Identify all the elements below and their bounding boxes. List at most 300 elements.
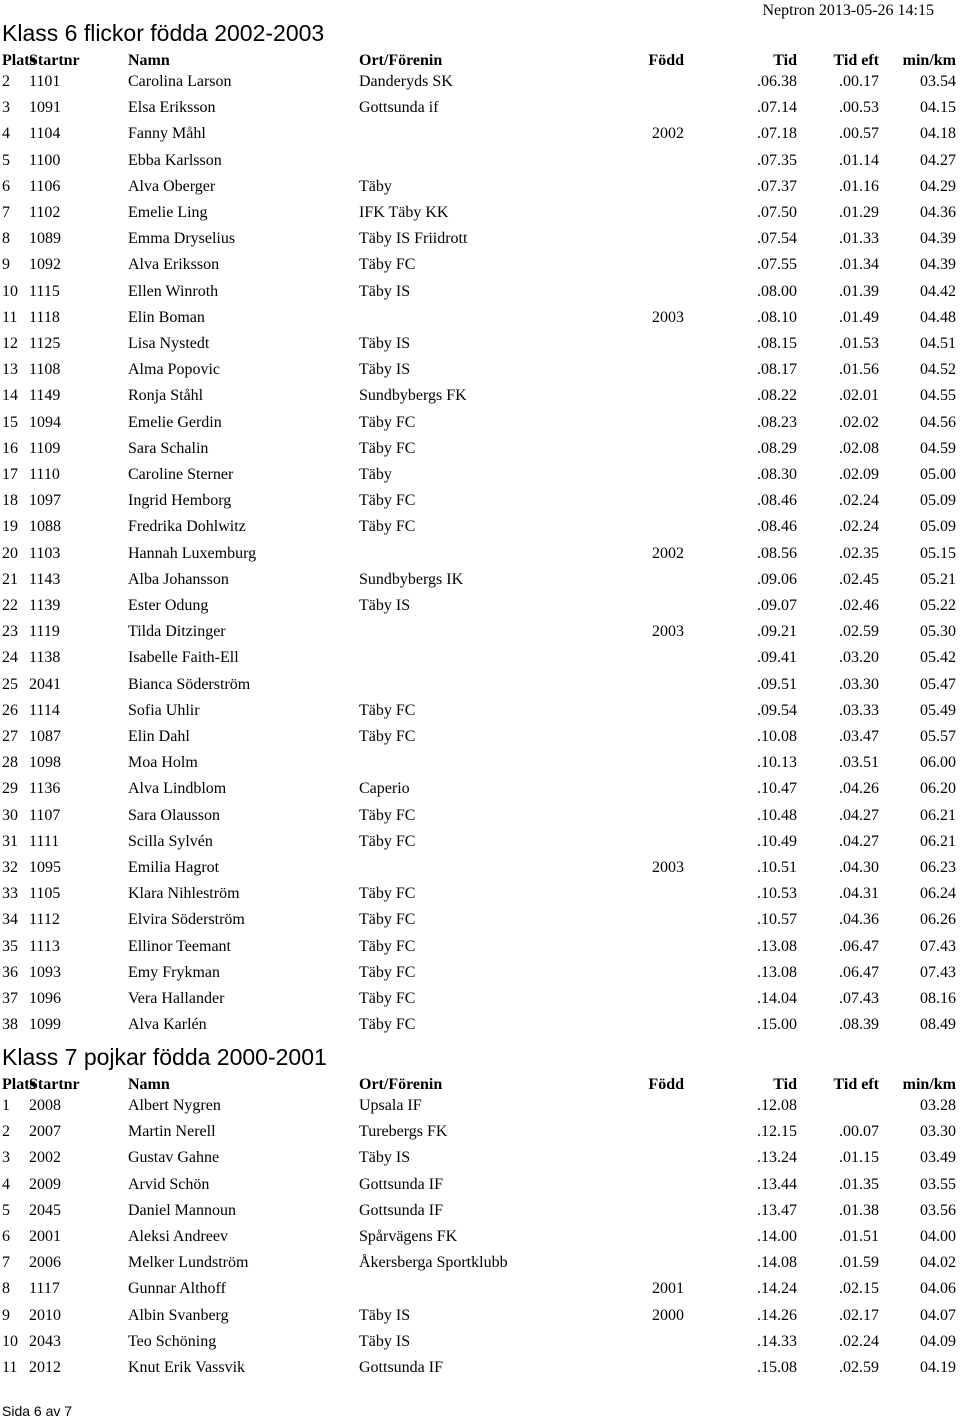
cell-startnr: 1113 xyxy=(29,937,60,955)
cell-tid: .14.33 xyxy=(757,1332,797,1350)
col-namn: Namn xyxy=(128,52,170,69)
cell-tideft: .01.38 xyxy=(839,1201,879,1219)
cell-plats: 25 xyxy=(2,675,18,693)
cell-minkm: 04.06 xyxy=(920,1280,956,1298)
cell-plats: 21 xyxy=(2,570,18,588)
cell-startnr: 1101 xyxy=(29,73,61,90)
cell-tid: .10.57 xyxy=(757,911,797,929)
cell-plats: 24 xyxy=(2,649,18,667)
cell-ort: Täby FC xyxy=(359,728,416,745)
cell-ort: Spårvägens FK xyxy=(359,1228,458,1245)
cell-startnr: 2012 xyxy=(29,1359,61,1376)
cell-tid: .14.00 xyxy=(757,1228,797,1245)
cell-minkm: 04.18 xyxy=(920,125,956,143)
cell-fodd: 2001 xyxy=(652,1280,684,1298)
cell-minkm: 04.29 xyxy=(920,177,956,195)
cell-minkm: 05.09 xyxy=(920,518,956,536)
cell-tideft: .02.46 xyxy=(839,597,879,614)
cell-ort: Täby FC xyxy=(359,806,416,824)
cell-plats: 38 xyxy=(2,1016,18,1034)
cell-startnr: 1097 xyxy=(29,492,61,510)
cell-tideft: .01.14 xyxy=(839,151,879,169)
cell-startnr: 2006 xyxy=(29,1254,61,1272)
col-tideft: Tid eft xyxy=(833,52,879,69)
cell-startnr: 1109 xyxy=(29,439,61,457)
cell-namn: Fredrika Dohlwitz xyxy=(128,518,246,536)
cell-tideft: .02.59 xyxy=(839,1359,879,1376)
cell-tideft: .01.33 xyxy=(839,230,879,248)
cell-startnr: 1103 xyxy=(29,544,61,562)
cell-minkm: 04.19 xyxy=(920,1359,956,1376)
cell-minkm: 07.43 xyxy=(920,937,956,955)
cell-tid: .08.30 xyxy=(757,466,797,483)
cell-namn: Bianca Söderström xyxy=(128,675,251,693)
cell-minkm: 06.26 xyxy=(920,911,956,929)
cell-startnr: 1114 xyxy=(29,701,60,719)
cell-tid: .10.53 xyxy=(757,885,797,903)
cell-startnr: 1136 xyxy=(29,780,61,798)
cell-plats: 23 xyxy=(2,623,18,641)
cell-fodd: 2002 xyxy=(652,544,684,562)
cell-startnr: 1105 xyxy=(29,885,61,903)
cell-tideft: .01.35 xyxy=(839,1175,879,1193)
cell-minkm: 05.09 xyxy=(920,492,956,510)
cell-namn: Elsa Eriksson xyxy=(128,99,216,117)
cell-startnr: 2009 xyxy=(29,1175,61,1193)
cell-startnr: 2002 xyxy=(29,1149,61,1167)
cell-fodd: 2003 xyxy=(652,623,684,641)
cell-minkm: 06.24 xyxy=(920,885,956,903)
cell-minkm: 04.59 xyxy=(920,439,956,457)
cell-minkm: 06.23 xyxy=(920,859,956,876)
cell-startnr: 1119 xyxy=(29,623,60,641)
cell-tid: .12.15 xyxy=(757,1123,797,1141)
cell-plats: 10 xyxy=(2,282,18,300)
cell-startnr: 1143 xyxy=(29,570,61,588)
col-minkm: min/km xyxy=(902,1076,956,1093)
cell-tid: .07.35 xyxy=(757,151,797,169)
col-fodd: Född xyxy=(648,1076,684,1093)
cell-plats: 19 xyxy=(2,518,18,536)
report-timestamp: Neptron 2013-05-26 14:15 xyxy=(762,2,934,19)
cell-namn: Elin Dahl xyxy=(128,728,190,745)
cell-tideft: .00.53 xyxy=(839,99,879,117)
cell-tid: .09.54 xyxy=(757,701,797,719)
cell-tideft: .06.47 xyxy=(839,963,879,981)
cell-ort: Åkersberga Sportklubb xyxy=(359,1254,508,1272)
cell-minkm: 06.20 xyxy=(920,780,956,798)
cell-tideft: .01.53 xyxy=(839,335,879,352)
cell-tideft: .01.56 xyxy=(839,361,879,379)
cell-tid: .13.44 xyxy=(757,1175,797,1193)
cell-startnr: 1092 xyxy=(29,256,61,274)
cell-namn: Alva Eriksson xyxy=(128,256,220,274)
cell-startnr: 2008 xyxy=(29,1097,61,1114)
cell-tideft: .01.39 xyxy=(839,282,879,300)
cell-tid: .10.48 xyxy=(757,806,797,824)
cell-startnr: 1139 xyxy=(29,597,61,614)
cell-startnr: 1100 xyxy=(29,151,61,169)
cell-plats: 3 xyxy=(2,99,10,117)
cell-minkm: 04.56 xyxy=(920,413,956,431)
cell-plats: 35 xyxy=(2,937,18,955)
cell-plats: 8 xyxy=(2,1280,10,1298)
cell-namn: Aleksi Andreev xyxy=(128,1228,228,1245)
cell-plats: 30 xyxy=(2,806,18,824)
cell-plats: 20 xyxy=(2,544,18,562)
cell-tid: .08.15 xyxy=(757,335,797,352)
cell-namn: Daniel Mannoun xyxy=(128,1201,236,1219)
cell-tideft: .01.16 xyxy=(839,177,879,195)
cell-startnr: 1117 xyxy=(29,1280,60,1298)
cell-minkm: 06.21 xyxy=(920,806,956,824)
cell-plats: 5 xyxy=(2,1201,10,1219)
cell-tid: .08.56 xyxy=(757,544,797,562)
cell-minkm: 04.00 xyxy=(920,1228,956,1245)
cell-plats: 32 xyxy=(2,859,18,876)
cell-tid: .09.07 xyxy=(757,597,797,614)
cell-tideft: .03.30 xyxy=(839,675,879,693)
cell-namn: Ellen Winroth xyxy=(128,282,219,300)
cell-namn: Ronja Ståhl xyxy=(128,387,204,405)
cell-startnr: 1125 xyxy=(29,335,61,352)
cell-tideft: .01.59 xyxy=(839,1254,879,1272)
cell-minkm: 03.55 xyxy=(920,1175,956,1193)
cell-ort: Täby FC xyxy=(359,439,416,457)
cell-plats: 22 xyxy=(2,597,18,614)
cell-plats: 7 xyxy=(2,1254,10,1272)
cell-startnr: 1091 xyxy=(29,99,61,117)
cell-tid: .13.08 xyxy=(757,937,797,955)
cell-ort: Upsala IF xyxy=(359,1097,422,1114)
cell-minkm: 04.39 xyxy=(920,230,956,248)
cell-plats: 14 xyxy=(2,387,18,405)
cell-tideft: .02.08 xyxy=(839,439,879,457)
cell-startnr: 1104 xyxy=(29,125,61,143)
cell-startnr: 1106 xyxy=(29,177,61,195)
cell-plats: 29 xyxy=(2,780,18,798)
cell-startnr: 1094 xyxy=(29,413,61,431)
cell-minkm: 07.43 xyxy=(920,963,956,981)
cell-namn: Elin Boman xyxy=(128,308,205,326)
cell-tideft: .02.24 xyxy=(839,518,879,536)
cell-ort: Täby xyxy=(359,466,392,483)
cell-tideft: .02.24 xyxy=(839,1332,879,1350)
cell-ort: Täby FC xyxy=(359,990,416,1007)
cell-namn: Sofia Uhlir xyxy=(128,701,200,719)
cell-tideft: .02.24 xyxy=(839,492,879,510)
cell-minkm: 05.47 xyxy=(920,675,956,693)
cell-plats: 12 xyxy=(2,335,18,352)
cell-namn: Emy Frykman xyxy=(128,963,220,981)
cell-tid: .08.22 xyxy=(757,387,797,405)
cell-minkm: 03.54 xyxy=(920,73,956,90)
cell-tid: .15.00 xyxy=(757,1016,797,1034)
cell-namn: Fanny Måhl xyxy=(128,125,206,143)
cell-tid: .10.08 xyxy=(757,728,797,745)
cell-plats: 8 xyxy=(2,230,10,248)
cell-namn: Elvira Söderström xyxy=(128,911,245,929)
cell-startnr: 2010 xyxy=(29,1306,61,1324)
cell-minkm: 06.21 xyxy=(920,832,956,850)
cell-ort: Täby IS xyxy=(359,282,411,300)
cell-plats: 2 xyxy=(2,73,10,90)
cell-tideft: .00.17 xyxy=(839,73,879,90)
cell-namn: Albert Nygren xyxy=(128,1097,221,1114)
cell-tid: .10.47 xyxy=(757,780,797,798)
cell-ort: Täby FC xyxy=(359,885,416,903)
cell-tid: .10.51 xyxy=(757,859,797,876)
cell-plats: 13 xyxy=(2,361,18,379)
cell-plats: 34 xyxy=(2,911,18,929)
cell-minkm: 04.48 xyxy=(920,308,956,326)
cell-minkm: 08.16 xyxy=(920,990,956,1007)
cell-minkm: 04.39 xyxy=(920,256,956,274)
cell-tid: .07.50 xyxy=(757,204,797,221)
cell-tid: .07.18 xyxy=(757,125,797,143)
col-plats: Plats xyxy=(2,52,36,69)
cell-namn: Emilia Hagrot xyxy=(128,859,220,876)
cell-tideft: .04.27 xyxy=(839,832,879,850)
cell-plats: 11 xyxy=(2,1359,18,1376)
cell-namn: Tilda Ditzinger xyxy=(128,623,226,641)
cell-tid: .09.06 xyxy=(757,570,797,588)
cell-tid: .07.55 xyxy=(757,256,797,274)
cell-namn: Alba Johansson xyxy=(128,570,229,588)
cell-minkm: 05.42 xyxy=(920,649,956,667)
cell-startnr: 1096 xyxy=(29,990,61,1007)
cell-plats: 31 xyxy=(2,832,18,850)
cell-plats: 26 xyxy=(2,701,18,719)
cell-namn: Ingrid Hemborg xyxy=(128,492,232,510)
cell-ort: Täby IS xyxy=(359,361,411,379)
cell-tideft: .08.39 xyxy=(839,1016,879,1034)
cell-tid: .13.24 xyxy=(757,1149,797,1167)
cell-ort: Turebergs FK xyxy=(359,1123,448,1141)
cell-ort: Täby IS xyxy=(359,1306,411,1324)
cell-startnr: 2045 xyxy=(29,1201,61,1219)
cell-minkm: 04.51 xyxy=(920,335,956,352)
col-minkm: min/km xyxy=(902,52,956,69)
cell-tideft: .03.33 xyxy=(839,701,879,719)
cell-tid: .08.29 xyxy=(757,439,797,457)
cell-plats: 28 xyxy=(2,754,18,772)
cell-ort: Täby FC xyxy=(359,492,416,510)
col-tid: Tid xyxy=(773,1076,797,1093)
cell-tid: .13.47 xyxy=(757,1201,797,1219)
cell-tid: .07.14 xyxy=(757,99,797,117)
section-title-klass7: Klass 7 pojkar födda 2000-2001 xyxy=(2,1044,327,1070)
cell-tideft: .03.20 xyxy=(839,649,879,667)
cell-startnr: 1088 xyxy=(29,518,61,536)
cell-plats: 11 xyxy=(2,308,18,326)
cell-ort: Täby FC xyxy=(359,518,416,536)
cell-minkm: 03.30 xyxy=(920,1123,956,1141)
cell-tid: .08.00 xyxy=(757,282,797,300)
cell-plats: 4 xyxy=(2,1175,10,1193)
cell-ort: Caperio xyxy=(359,780,410,798)
cell-tid: .08.23 xyxy=(757,413,797,431)
cell-startnr: 1112 xyxy=(29,911,60,929)
cell-minkm: 04.27 xyxy=(920,151,956,169)
cell-fodd: 2002 xyxy=(652,125,684,143)
cell-startnr: 1149 xyxy=(29,387,61,405)
cell-tid: .14.04 xyxy=(757,990,797,1007)
cell-namn: Alva Karlén xyxy=(128,1016,207,1034)
cell-tideft: .01.51 xyxy=(839,1228,879,1245)
cell-tideft: .02.35 xyxy=(839,544,879,562)
cell-namn: Gunnar Althoff xyxy=(128,1280,226,1298)
cell-ort: Täby IS Friidrott xyxy=(359,230,468,248)
cell-namn: Teo Schöning xyxy=(128,1332,217,1350)
cell-tid: .10.13 xyxy=(757,754,797,772)
cell-plats: 6 xyxy=(2,1228,10,1245)
cell-ort: Täby IS xyxy=(359,1149,411,1167)
cell-plats: 16 xyxy=(2,439,18,457)
cell-tid: .06.38 xyxy=(757,73,797,90)
cell-namn: Gustav Gahne xyxy=(128,1149,220,1167)
cell-tid: .09.51 xyxy=(757,675,797,693)
cell-startnr: 1087 xyxy=(29,728,61,745)
cell-tideft: .00.57 xyxy=(839,125,879,143)
cell-fodd: 2003 xyxy=(652,308,684,326)
cell-tideft: .03.47 xyxy=(839,728,879,745)
cell-plats: 5 xyxy=(2,151,10,169)
cell-ort: Täby FC xyxy=(359,1016,416,1034)
cell-tid: .14.26 xyxy=(757,1306,797,1324)
cell-namn: Lisa Nystedt xyxy=(128,335,210,352)
cell-tideft: .04.30 xyxy=(839,859,879,876)
cell-startnr: 1102 xyxy=(29,204,61,221)
cell-tid: .09.21 xyxy=(757,623,797,641)
cell-tideft: .04.27 xyxy=(839,806,879,824)
cell-minkm: 04.52 xyxy=(920,361,956,379)
cell-namn: Alva Oberger xyxy=(128,177,216,195)
cell-namn: Emelie Ling xyxy=(128,204,208,221)
cell-tideft: .02.59 xyxy=(839,623,879,641)
cell-tid: .15.08 xyxy=(757,1359,797,1376)
col-fodd: Född xyxy=(648,52,684,69)
cell-namn: Ebba Karlsson xyxy=(128,151,222,169)
cell-plats: 15 xyxy=(2,413,18,431)
cell-minkm: 04.36 xyxy=(920,204,956,221)
cell-tideft: .06.47 xyxy=(839,937,879,955)
cell-minkm: 04.42 xyxy=(920,282,956,300)
section-title-klass6: Klass 6 flickor födda 2002-2003 xyxy=(2,20,325,46)
col-ort: Ort/Förenin xyxy=(359,1076,443,1093)
cell-minkm: 05.00 xyxy=(920,466,956,483)
cell-ort: Täby FC xyxy=(359,256,416,274)
page-number: Sida 6 av 7 xyxy=(2,1403,73,1419)
cell-ort: Gottsunda IF xyxy=(359,1175,443,1193)
cell-minkm: 05.22 xyxy=(920,597,956,614)
cell-namn: Martin Nerell xyxy=(128,1123,216,1141)
cell-namn: Knut Erik Vassvik xyxy=(128,1359,246,1376)
cell-ort: IFK Täby KK xyxy=(359,204,449,221)
cell-plats: 37 xyxy=(2,990,18,1007)
cell-tid: .08.46 xyxy=(757,492,797,510)
cell-namn: Arvid Schön xyxy=(128,1175,210,1193)
cell-tideft: .04.31 xyxy=(839,885,879,903)
cell-startnr: 1099 xyxy=(29,1016,61,1034)
cell-startnr: 1110 xyxy=(29,466,60,483)
cell-ort: Gottsunda if xyxy=(359,99,439,117)
cell-tideft: .04.26 xyxy=(839,780,879,798)
cell-tideft: .01.34 xyxy=(839,256,879,274)
cell-plats: 27 xyxy=(2,728,18,745)
cell-tideft: .03.51 xyxy=(839,754,879,772)
col-namn: Namn xyxy=(128,1076,170,1093)
cell-tideft: .01.15 xyxy=(839,1149,879,1167)
cell-plats: 17 xyxy=(2,466,18,483)
cell-plats: 9 xyxy=(2,1306,10,1324)
cell-minkm: 05.49 xyxy=(920,701,956,719)
cell-plats: 3 xyxy=(2,1149,10,1167)
col-tid: Tid xyxy=(773,52,797,69)
cell-tideft: .02.15 xyxy=(839,1280,879,1298)
cell-startnr: 1098 xyxy=(29,754,61,772)
cell-minkm: 05.21 xyxy=(920,570,956,588)
cell-plats: 33 xyxy=(2,885,18,903)
cell-startnr: 1095 xyxy=(29,859,61,876)
cell-ort: Täby FC xyxy=(359,937,416,955)
cell-ort: Täby FC xyxy=(359,911,416,929)
cell-ort: Täby IS xyxy=(359,1332,411,1350)
cell-minkm: 03.56 xyxy=(920,1201,956,1219)
cell-ort: Täby FC xyxy=(359,413,416,431)
cell-ort: Gottsunda IF xyxy=(359,1201,443,1219)
cell-plats: 1 xyxy=(2,1097,10,1114)
cell-plats: 10 xyxy=(2,1332,18,1350)
cell-minkm: 05.57 xyxy=(920,728,956,745)
cell-startnr: 1093 xyxy=(29,963,61,981)
cell-fodd: 2000 xyxy=(652,1306,684,1324)
cell-ort: Täby IS xyxy=(359,597,411,614)
col-ort: Ort/Förenin xyxy=(359,52,443,69)
cell-tid: .13.08 xyxy=(757,963,797,981)
cell-minkm: 04.02 xyxy=(920,1254,956,1272)
cell-startnr: 1108 xyxy=(29,361,61,379)
cell-namn: Isabelle Faith-Ell xyxy=(128,649,239,667)
col-startnr: Startnr xyxy=(29,52,80,69)
cell-tideft: .02.01 xyxy=(839,387,879,405)
cell-ort: Täby xyxy=(359,177,392,195)
cell-namn: Alva Lindblom xyxy=(128,780,227,798)
cell-ort: Täby FC xyxy=(359,963,416,981)
cell-tid: .07.54 xyxy=(757,230,797,248)
cell-minkm: 04.55 xyxy=(920,387,956,405)
cell-minkm: 04.07 xyxy=(920,1306,956,1324)
cell-tideft: .01.29 xyxy=(839,204,879,221)
cell-tideft: .02.45 xyxy=(839,570,879,588)
cell-startnr: 1111 xyxy=(29,832,60,850)
cell-fodd: 2003 xyxy=(652,859,684,876)
cell-namn: Alma Popovic xyxy=(128,361,220,379)
cell-ort: Sundbybergs FK xyxy=(359,387,467,405)
cell-tideft: .00.07 xyxy=(839,1123,879,1141)
cell-minkm: 03.49 xyxy=(920,1149,956,1167)
cell-plats: 4 xyxy=(2,125,10,143)
cell-minkm: 05.30 xyxy=(920,623,956,641)
cell-minkm: 06.00 xyxy=(920,754,956,772)
cell-namn: Hannah Luxemburg xyxy=(128,544,257,562)
cell-tid: .12.08 xyxy=(757,1097,797,1114)
cell-startnr: 1138 xyxy=(29,649,61,667)
cell-ort: Sundbybergs IK xyxy=(359,570,464,588)
cell-minkm: 03.28 xyxy=(920,1097,956,1114)
cell-namn: Ellinor Teemant xyxy=(128,937,231,955)
cell-plats: 9 xyxy=(2,256,10,274)
